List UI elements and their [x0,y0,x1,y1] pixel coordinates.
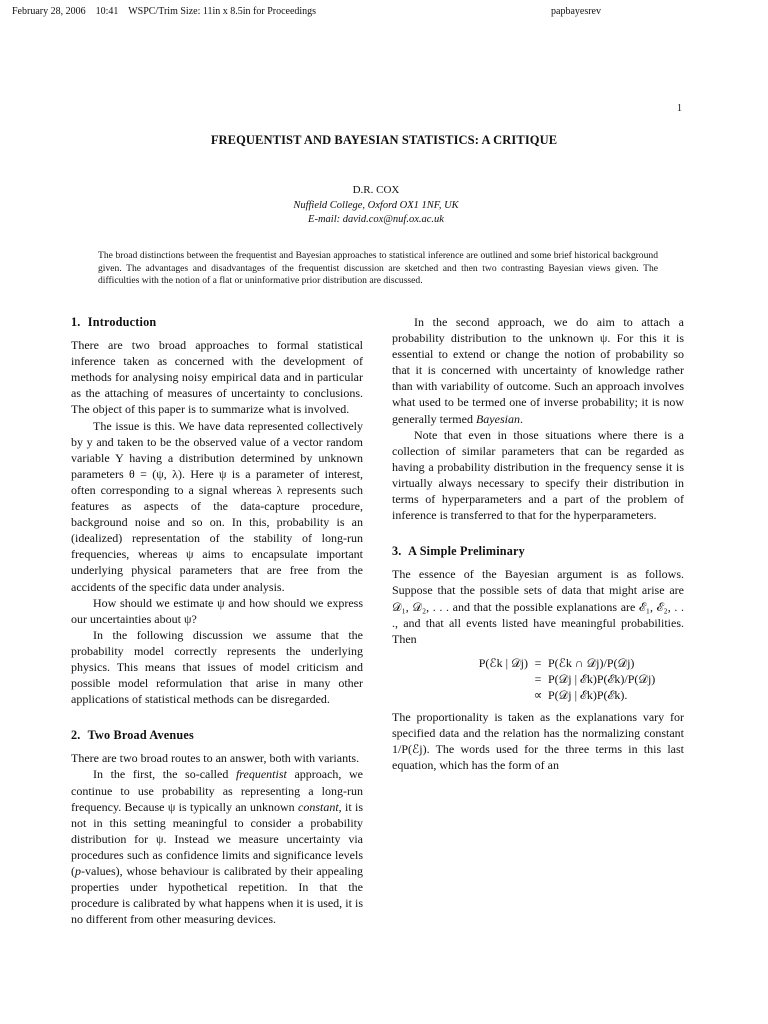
running-head-left: February 28, 2006 10:41 WSPC/Trim Size: 11in x 8.5in for Proceedings [12,6,317,17]
author-name: D.R. COX [352,184,400,196]
abstract: The broad distinctions between the frequentist and Bayesian approaches to statistical inference are outlined and some brief historical background given. The advantages and disadvantages of the frequentist discussion are sketched and then two contrasting Bayesian views given. The difficulties with the notion of a flat or uninformative prior distribution are discussed. [98,250,658,287]
section-1-paragraph: In the following discussion we assume that the probability model correctly represents the underlying physics. This means that issues of model criticism and possible model reformulation that arise in many other applications of statistical methods can be disregarded. [71,627,363,707]
section-1-paragraph: The issue is this. We have data represented collectively by y and taken to be the observed value of a vector random variable Y having a distribution determined by unknown parameters θ = (ψ, λ). Here ψ is a parameter of interest, often corresponding to a signal whereas λ represents such features as aspects of the data-capture procedure, background noise and so on. In this, probability is an (idealized) representation of the stability of long-run frequencies, whereas ψ aims to encapsulate important underlying physical parameters that are free from the accidents of the specific data under analysis. [71,418,363,594]
page-number: 1 [677,103,682,114]
section-2-paragraph: Note that even in those situations where there is a collection of similar parameters that can be regarded as having a probability distribution in the frequency sense it is virtually always necessary to specify their distribution in terms of hyperparameters and a part of the problem of inference is transferred to that for the hyperparameters. [392,427,684,523]
section-2-heading: 2. Two Broad Avenues [71,728,194,743]
bayes-equation: P(ℰk | 𝒟j) = P(ℰk ∩ 𝒟j)/P(𝒟j) = P(𝒟j | ℰk)P(ℰk)/P(𝒟j) ∝ P(𝒟j | ℰk)P(ℰk). [478,655,656,702]
left-column [71,314,363,927]
right-column [392,314,684,773]
section-2-paragraph: In the second approach, we do aim to attach a probability distribution to the unknown ψ. For this it is essential to extend or change the notion of probability so that it is concerned with uncertainty of knowledge rather than with variability of outcome. Such an approach involves what used to be termed one of inverse probability; it is now generally termed Bayesian. [392,315,684,426]
section-1-paragraph: There are two broad approaches to formal statistical inference taken as concerned with the development of methods for analysing noisy empirical data and in particular as the attaching of measures of uncertainty to conclusions. The object of this paper is to summarize what is involved. [71,338,363,417]
author-affiliation: Nuffield College, Oxford OX1 1NF, UK [293,200,459,211]
section-3-heading: 3. A Simple Preliminary [392,544,525,559]
section-2-paragraph: There are two broad routes to an answer, both with variants. [71,751,360,766]
author-email: E-mail: david.cox@nuf.ox.ac.uk [308,214,444,225]
section-3-paragraph: The proportionality is taken as the explanations vary for specified data and the relation has the normalizing constant 1/P(ℰj). The words used for the three terms in this last equation, which has the form of an [392,709,684,773]
section-3-paragraph: The essence of the Bayesian argument is as follows. Suppose that the possible sets of data that might arise are 𝒟₁, 𝒟₂, . . . and that the possible explanations are ℰ₁, ℰ₂, . . ., and that all events listed have meaningful probabilities. Then [392,567,684,646]
section-1-paragraph: How should we estimate ψ and how should we express our uncertainties about ψ? [71,595,363,626]
section-2-paragraph: In the first, the so-called frequentist approach, we continue to use probability as representing a long-run frequency. Because ψ is typically an unknown constant, it is not in this setting meaningful to consider a probability distribution for ψ. Instead we measure uncertainty via procedures such as confidence limits and significance levels (p-values), whose behaviour is calibrated by their appealing properties under hypothetical repetition. In that the procedure is calibrated by what happens when it is used, it is no different from other measuring devices. [71,767,364,927]
section-1-heading: 1. Introduction [71,315,157,329]
running-head-right: papbayesrev [551,6,601,17]
paper-title: FREQUENTIST AND BAYESIAN STATISTICS: A CRITIQUE [210,133,558,147]
